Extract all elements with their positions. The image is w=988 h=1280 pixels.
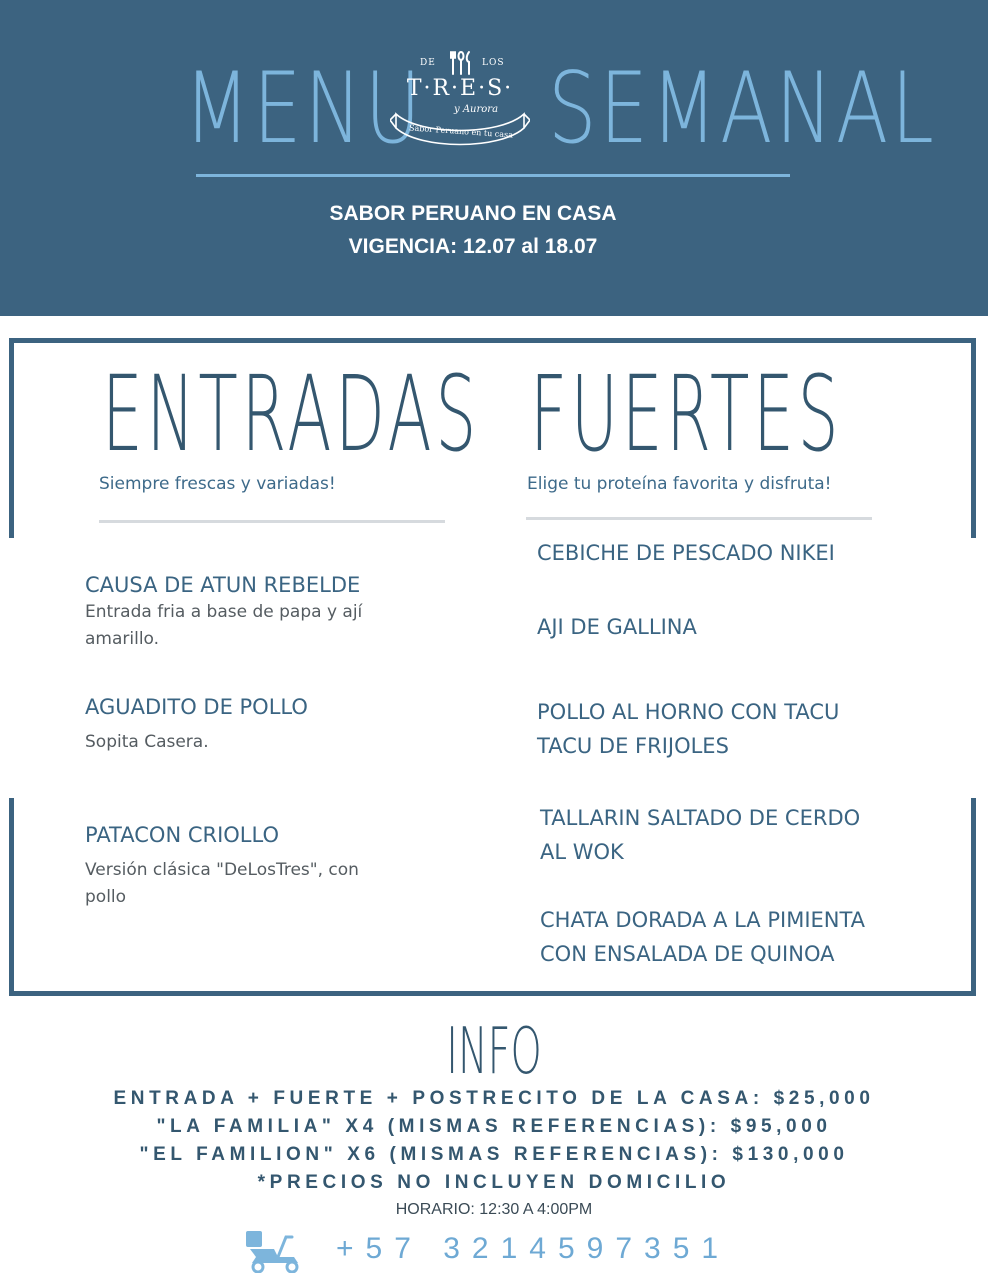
entrada-name: AGUADITO DE POLLO (85, 695, 308, 719)
frame-right-lower (971, 798, 976, 996)
logo-los: LOS (482, 58, 505, 68)
title-underline (196, 174, 790, 177)
entrada-desc: Sopita Casera. (85, 732, 209, 752)
title-semanal: SEMANAL (548, 52, 937, 166)
section-subtitle-fuertes: Elige tu proteína favorita y disfruta! (527, 474, 832, 494)
delivery-scooter-icon (244, 1227, 304, 1273)
brand-logo (390, 46, 530, 158)
opening-hours: HORARIO: 12:30 A 4:00PM (395, 1201, 593, 1218)
entrada-desc: Versión clásica "DeLosTres", con (85, 860, 359, 880)
logo-tagline: Sabor Peruano en tu casa (408, 123, 514, 140)
divider-fuertes (526, 517, 872, 520)
info-title: INFO (446, 1015, 542, 1089)
logo-script: y Aurora (454, 104, 499, 115)
entrada-name: CAUSA DE ATUN REBELDE (85, 573, 361, 597)
fuerte-name: POLLO AL HORNO CON TACU (537, 700, 840, 724)
price-note: *PRECIOS NO INCLUYEN DOMICILIO (257, 1172, 731, 1193)
frame-right-upper (971, 338, 976, 538)
frame-left-lower (9, 798, 14, 996)
cutlery-icon (448, 50, 474, 76)
entrada-desc: amarillo. (85, 629, 160, 649)
logo-de: DE (420, 58, 436, 68)
fuerte-name: AL WOK (540, 840, 624, 864)
section-subtitle-entradas: Siempre frescas y variadas! (99, 474, 336, 494)
fuerte-name: TALLARIN SALTADO DE CERDO (540, 806, 861, 830)
header-subtitle: SABOR PERUANO EN CASA (329, 202, 617, 225)
entrada-desc: Entrada fria a base de papa y ají (85, 602, 363, 622)
price-line: "LA FAMILIA" X4 (MISMAS REFERENCIAS): $95,000 (156, 1116, 832, 1137)
phone-number[interactable]: +57 3214597351 (336, 1232, 731, 1265)
entrada-desc: pollo (85, 887, 127, 907)
fuerte-name: TACU DE FRIJOLES (537, 734, 729, 758)
entrada-name: PATACON CRIOLLO (85, 823, 279, 847)
section-title-entradas: ENTRADAS (102, 353, 480, 475)
header-validity: VIGENCIA: 12.07 al 18.07 (348, 235, 598, 258)
frame-left-upper (9, 338, 14, 538)
logo-tres: T·R·E·S· (406, 76, 514, 101)
price-line: ENTRADA + FUERTE + POSTRECITO DE LA CASA: $25,000 (113, 1088, 875, 1109)
fuerte-name: CHATA DORADA A LA PIMIENTA (540, 908, 866, 932)
title-menu: MENU (184, 52, 424, 166)
section-title-fuertes: FUERTES (530, 353, 843, 475)
divider-entradas (99, 520, 445, 523)
fuerte-name: CEBICHE DE PESCADO NIKEI (537, 541, 835, 565)
fuerte-name: AJI DE GALLINA (537, 615, 697, 639)
frame-bottom (9, 991, 976, 996)
fuerte-name: CON ENSALADA DE QUINOA (540, 942, 835, 966)
frame-top (9, 338, 976, 343)
price-line: "EL FAMILION" X6 (MISMAS REFERENCIAS): $130,000 (139, 1144, 849, 1165)
header-banner (0, 0, 988, 316)
